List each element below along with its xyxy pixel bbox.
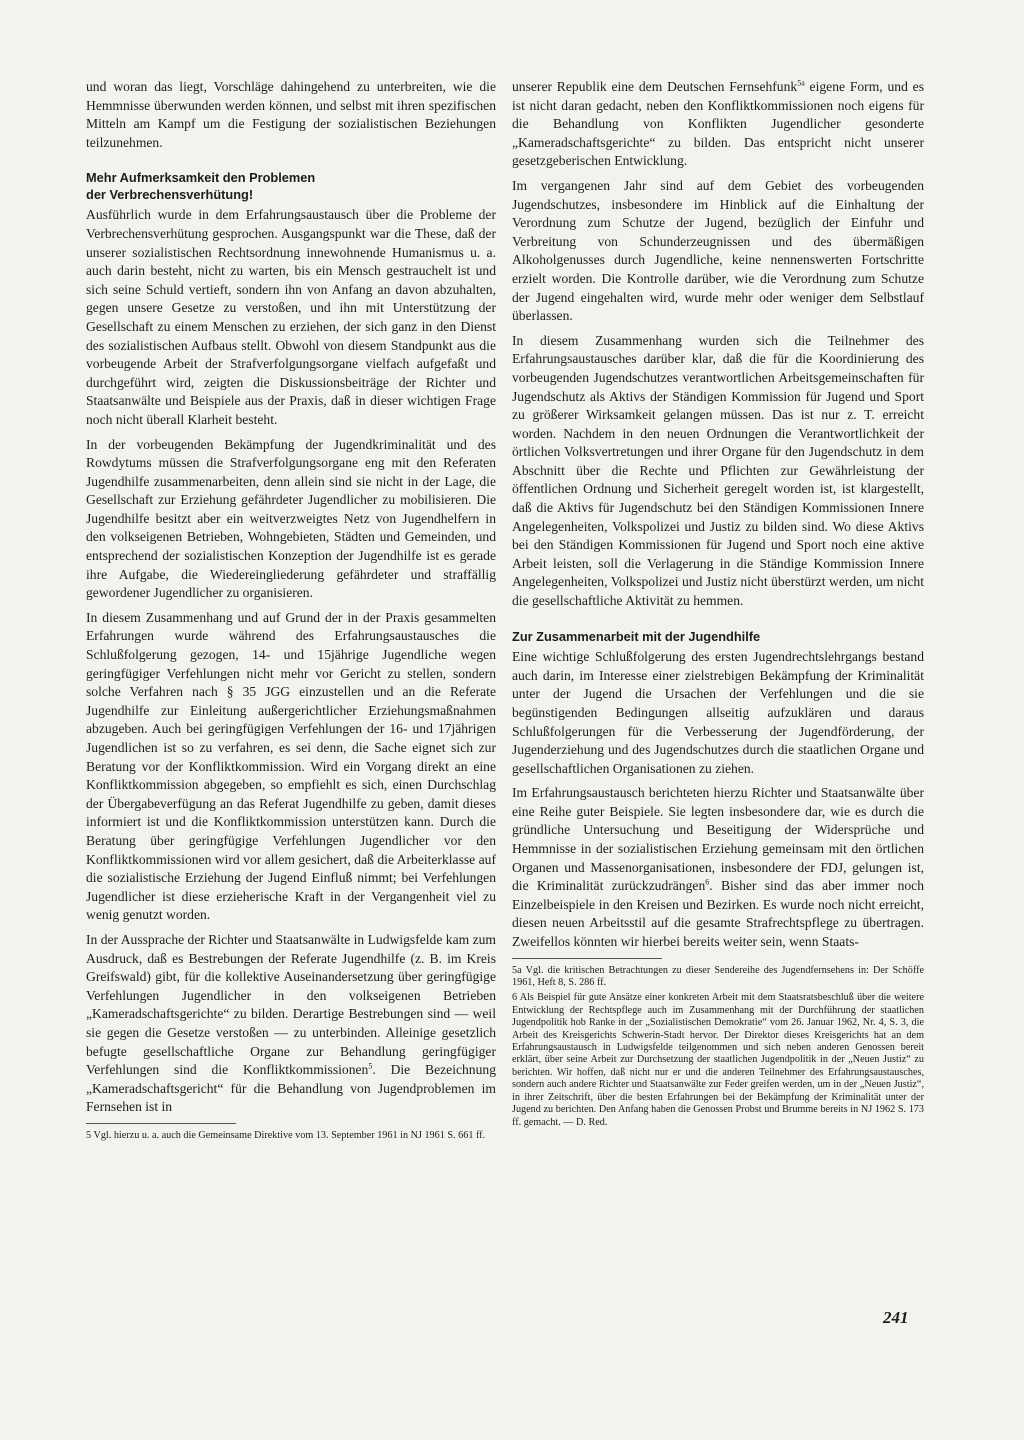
footnote-ref: 6 [705, 877, 710, 887]
footnote-ref: 5 [368, 1061, 373, 1071]
footnote-divider [86, 1123, 236, 1124]
paragraph: In diesem Zusammenhang wurden sich die Teilnehmer des Erfahrungsaustausches darüber klar, daß die für die Koordinierung des vorbeugenden Jugendschutzes verantwortlichen Arbeitsgemeinschaften für Jugendschutz als Aktivs der Ständigen Kommission für Jugend und Sport zu größerer Wirksamkeit gelangen müssen. Das ist nur z. T. erreicht worden. Nachdem in den neuen Ordnungen die Verantwortlichkeit der örtlichen Volksvertretungen und ihrer Organe für den Jugendschutz in dem Abschnitt über die Rechte und Pflichten zur Gewährleistung der öffentlichen Ordnung und Sicherheit geregelt worden ist, ist klargestellt, daß die Aktivs für Jugendschutz bei den Ständigen Kommissionen Innere Angelegenheiten, Volkspolizei und Justiz zu bilden sind. Wo diese Aktivs bei den Ständigen Kommissionen für Jugend und Sport noch eine aktive Arbeit leisten, soll die Verlagerung in die Ständige Kommission Innere Angelegenheiten, Volkspolizei und Justiz nicht überstürzt werden, um nicht die gesellschaftliche Aktivität zu hemmen. [512, 332, 924, 609]
section-heading-line: der Verbrechensverhütung! [86, 186, 254, 202]
paragraph [86, 931, 496, 1117]
section-heading [86, 170, 496, 203]
footnote: 6 Als Beispiel für gute Ansätze einer konkreten Arbeit mit dem Staatsratsbeschluß über die weitere Entwicklung der Rechtspflege auch im Zusammenhang mit der Durchführung der staatlichen Jugendpolitik hob Ranke in der „Sozialistischen Demokratie“ vom 26. Januar 1962, Nr. 4, S. 3, die Arbeit des Kreisgerichts Schwerin-Stadt hervor. Der Direktor dieses Kreisgerichts hat an dem Erfahrungsaustausch in Ludwigsfelde teilgenommen und sich neben anderen Genossen bereit erklärt, über seine Arbeit zur Durchsetzung der staatlichen Jugendpolitik in der „Neuen Justiz“ zu berichten. Wir hoffen, daß nicht nur er und die anderen Teilnehmer des Erfahrungsaustausches, sondern auch andere Richter und Staatsanwälte zur Feder greifen werden, um in der „Neuen Justiz“, in ihrer Zeitschrift, über die besten Erfahrungen bei der Bekämpfung der Kriminalität unter der Jugend zu berichten. Den Anfang haben die Genossen Probst und Brumme bereits in NJ 1962 S. 173 ff. gemacht. — D. Red. [512, 992, 924, 1128]
page-number: 241 [883, 1308, 909, 1327]
footnote-divider [512, 958, 662, 959]
footnote: 5 Vgl. hierzu u. a. auch die Gemeinsame Direktive vom 13. September 1961 in NJ 1961 S. 661 ff. [86, 1129, 486, 1141]
left-column [86, 78, 496, 1148]
paragraph-text: . Bisher sind das aber immer noch Einzelbeispiele in den Kreisen und Bezirken. Es wurde noch nicht erreicht, diesen neuen Arbeitsstil auf die gesamte Strafrechtspflege zu übertragen. Zweifellos könnten wir hierbei bereits weiter sein, wenn Staats- [512, 878, 924, 950]
paragraph: Eine wichtige Schlußfolgerung des ersten Jugendrechtslehrgangs bestand auch darin, im Interesse einer zielstrebigen Bekämpfung der Kriminalität unter der Jugend die Ursachen der Verfehlungen und die sie begünstigenden Bedingungen allseitig aufzuklären und daraus Schlußfolgerungen für die Verbesserung der Jugendförderung, der Jugenderziehung und des Jugendschutzes durch die staatlichen Organe und gesellschaftlichen Organisationen zu ziehen. [512, 649, 924, 776]
paragraph [512, 78, 924, 171]
paragraph: Ausführlich wurde in dem Erfahrungsaustausch über die Probleme der Verbrechensverhütung gesprochen. Ausgangspunkt war die These, daß der unserer sozialistischen Rechtsordnung innewohnende Humanismus u. a. auch darin besteht, nicht zu warten, bis ein Mensch gestrauchelt ist und sich seine Schuld vertieft, sondern ihn von Anfang an davon abzuhalten, gegen unsere Gesetze zu verstoßen, und ihn mit Unterstützung der Gesellschaft zu einem Menschen zu erziehen, der sich ganz in den Dienst des sozialistischen Aufbaus stellt. Obwohl von diesem Standpunkt aus die vorbeugende Arbeit der Strafverfolgungsorgane vielfach aufgefaßt und durchgeführt wird, zeigten die Diskussionsbeiträge der Richter und Staatsanwälte und Beispiele aus der Praxis, daß in dieser wichtigen Frage noch nicht überall Klarheit besteht. [86, 207, 496, 427]
paragraph-text: eigene Form, und es ist nicht daran gedacht, neben den Konfliktkommissionen noch eigens für die Behandlung von Konflikten Jugendlicher gesonderte „Kameradschaftsgerichte“ zu bilden. Das entspricht nicht unserer gesetzgeberischen Entwicklung. [512, 79, 924, 169]
paragraph: In der vorbeugenden Bekämpfung der Jugendkriminalität und des Rowdytums müssen die Strafverfolgungsorgane eng mit den Referaten Jugendhilfe zusammenarbeiten, denn allein sind sie nicht in der Lage, die Gesellschaft zur Erziehung gefährdeter Jugendlicher zu mobilisieren. Die Jugendhilfe besitzt aber ein weitverzweigtes Netz von Jugendhelfern in den volkseigenen Betrieben, Wohngebieten, Städten und Gemeinden, und entsprechend der sozialistischen Konzeption der Jugendhilfe ist es gerade ihre Aufgabe, die Wiedereingliederung gefährdeter und straffällig gewordener Jugendlicher zu organisieren. [86, 436, 496, 601]
footnote-ref: 5a [797, 78, 805, 88]
right-column [512, 78, 924, 1132]
footnotes [512, 965, 924, 1129]
paragraph-text: . Die Bezeichnung „Kameradschaftsgericht“ für die Behandlung von Jugendproblemen im Fernsehen ist in [86, 1062, 496, 1115]
paragraph-text: In der Aussprache der Richter und Staatsanwälte in Ludwigsfelde kam zum Ausdruck, daß es Bestrebungen der Referate Jugendhilfe (z. B. im Kreis Greifswald) gibt, für die kollektive Auseinandersetzung über geringfügige Verfehlungen Jugendlicher in den volkseigenen Betrieben „Kameradschaftsgerichte“ zu bilden. Derartige Bestrebungen sind — weil sie gegen die Gesetze verstoßen — zu unterbinden. Alleinige gesetzlich befugte gesellschaftliche Organe zur Behandlung geringfügiger Verfehlungen sind die Konfliktkommissionen [86, 931, 496, 1078]
paragraph-text: Im Erfahrungsaustausch berichteten hierzu Richter und Staatsanwälte über eine Reihe guter Beispiele. Sie legten insbesondere dar, wie es durch die gründliche Untersuchung und Beseitigung der Widersprüche und Hemmnisse in der sozialistischen Erziehung gemeinsam mit den örtlichen Organen und Massenorganisationen, insbesondere der FDJ, gelungen ist, die Kriminalität zurückzudrängen [512, 785, 924, 894]
paragraph: In diesem Zusammenhang und auf Grund der in der Praxis gesammelten Erfahrungen wurde während des Erfahrungsaustausches die Schlußfolgerung gezogen, 14- und 15jährige Jugendliche wegen geringfügiger Verfehlungen nicht mehr vor Gericht zu stellen, sondern solche Verfahren nach § 35 JGG einzustellen und an die Referate Jugendhilfe zur Einleitung außergerichtlicher Erziehungsmaßnahmen abzugeben. Auch bei geringfügigen Verfehlungen der 16- und 17jährigen Jugendlichen ist so zu verfahren, es sei denn, die Sache eignet sich zur Beratung vor der Konfliktkommission. Wird ein Vorgang direkt an eine Konfliktkommission abgegeben, so empfiehlt es sich, einen Durchschlag der Übergabeverfügung an das Referat Jugendhilfe zu geben, damit dieses informiert ist und die Konfliktkommission unterstützen kann. Durch die Beratung über geringfügige Verfehlungen Jugendlicher vor den Konfliktkommissionen wird vor allem gesichert, daß die Arbeiterklasse auf die sozialistische Erziehung der Jugend Einfluß nimmt; bei Verfehlungen Jugendlicher ist diese erzieherische Kraft in der Vergangenheit viel zu wenig genutzt worden. [86, 609, 496, 923]
paragraph: und woran das liegt, Vorschläge dahingehend zu unterbreiten, wie die Hemmnisse überwunden werden können, und selbst mit ihren spezifischen Mitteln am Kampf um die Festigung der sozialistischen Beziehungen teilzunehmen. [86, 79, 496, 150]
paragraph [512, 784, 924, 951]
section-heading-line: Mehr Aufmerksamkeit den Problemen [86, 170, 316, 186]
paragraph: Im vergangenen Jahr sind auf dem Gebiet des vorbeugenden Jugendschutzes, insbesondere im Hinblick auf die Einhaltung der Verordnung zum Schutze der Jugend, bezüglich der Einfuhr und Verbreitung von Schunderzeugnissen und des übermäßigen Alkoholgenusses durch Jugendliche, keine nennenswerten Fortschritte erzielt worden. Die Kontrolle darüber, wie die Verordnung zum Schutze der Jugend eingehalten wird, wurde mehr oder weniger dem Selbstlauf überlassen. [512, 177, 924, 324]
paragraph-text: unserer Republik eine dem Deutschen Fernsehfunk [512, 79, 798, 94]
section-heading: Zur Zusammenarbeit mit der Jugendhilfe [512, 628, 761, 644]
footnote: 5a Vgl. die kritischen Betrachtungen zu dieser Sendereihe des Jugendfernsehens in: Der Schöffe 1961, Heft 8, S. 286 ff. [512, 964, 924, 989]
